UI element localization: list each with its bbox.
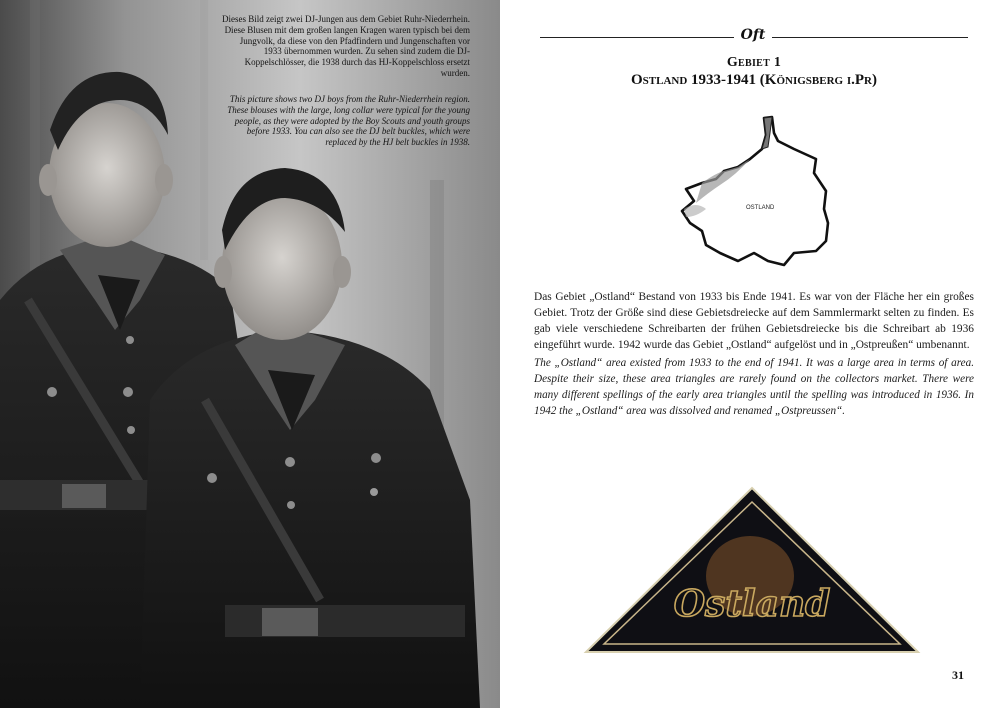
header-rule-left [540,37,734,38]
page-title: Gebiet 1 [726,55,782,70]
map-label: OSTLAND [746,205,775,211]
ostland-triangle-patch [580,484,924,656]
region-logo: Oft [740,27,766,43]
patch-lettering: Ostland [673,583,831,625]
ostland-map [676,113,836,275]
photo-caption-german: Dieses Bild zeigt zwei DJ-Jungen aus dem Gebiet Ruhr-Niederrhein. Diese Blusen mit dem großen langen Kragen waren typisch bei dem Jungvolk, da diese von den Pfadfindern und Jungenschaften vor 1933 übernommen wurden. Zu sehen sind zudem die DJ-Koppelschlösser, die 1938 durch das HJ-Koppelschloss ersetzt wurden. [222,14,471,78]
body-text-german: Das Gebiet „Ostland“ Bestand von 1933 bis Ende 1941. Es war von der Fläche her ein großes Gebiet. Trotz der Größe sind diese Gebietsdreiecke auf dem Sammlermarkt selten zu finden. Es gab viele verschiedene Schreibarten der frühen Gebietsdreiecke bis die Schreibart ab 1936 eingeführt wurde. 1942 wurde das Gebiet „Ostland“ aufgelöst und in „Ostpreußen“ umbenannt. [534,291,974,351]
header-rule-right [772,37,968,38]
page-subtitle: Ostland 1933-1941 (Königsberg i.Pr) [631,72,877,88]
photo-caption-english: This picture shows two DJ boys from the Ruhr-Niederrhein region. These blouses with the large, long collar were typical for the young people, as they were adopted by the Boy Scouts and youth groups before 1933. You can also see the DJ belt buckles, which were replaced by the HJ belt buckles in 1938. [227,94,470,148]
body-text-english: The „Ostland“ area existed from 1933 to the end of 1941. It was a large area in terms of area. Despite their size, these area triangles are rarely found on the collectors market. There were many different spellings of the early area triangles until the spelling was introduced in 1936. In 1942 the „Ostland“ area was dissolved and renamed „Ostpreussen“. [534,357,974,417]
right-page [500,0,1000,708]
page-number: 31 [952,668,964,682]
